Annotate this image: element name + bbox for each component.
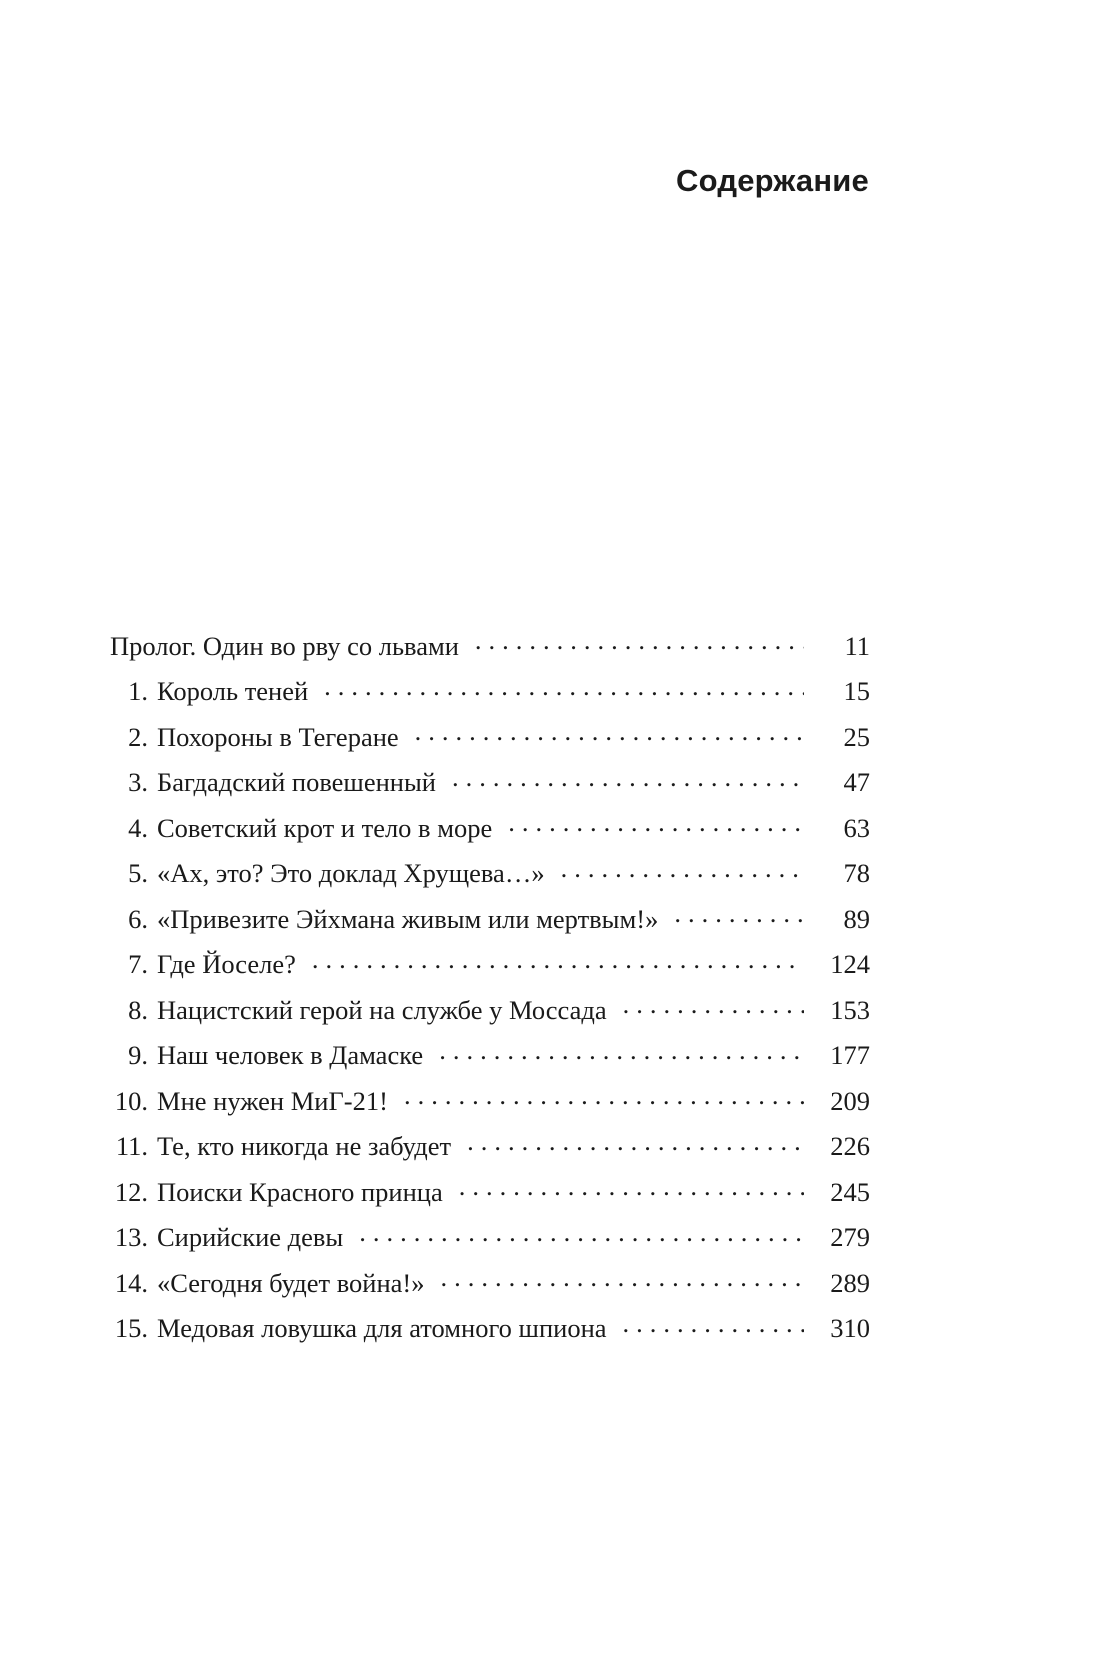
toc-entry-title: «Сегодня будет война!» bbox=[157, 1267, 425, 1298]
toc-dot-leader bbox=[324, 674, 804, 701]
toc-dot-leader bbox=[312, 947, 804, 974]
toc-entry-page-number: 153 bbox=[830, 994, 870, 1025]
toc-entry-number: 15. bbox=[114, 1313, 148, 1343]
toc-entry-page-number: 177 bbox=[830, 1040, 870, 1070]
toc-entry-number: 9. bbox=[128, 1040, 148, 1070]
toc-entry[interactable] bbox=[110, 1220, 870, 1266]
toc-entry-title: Сирийские девы bbox=[157, 1222, 344, 1252]
toc-entry-title: Медовая ловушка для атомного шпиона bbox=[157, 1313, 607, 1343]
toc-entry-title: Наш человек в Дамаске bbox=[157, 1040, 424, 1070]
toc-dot-leader bbox=[674, 901, 804, 928]
toc-dot-leader bbox=[623, 1311, 804, 1338]
toc-entry[interactable] bbox=[110, 1083, 870, 1129]
toc-entry-title: Нацистский герой на службе у Моссада bbox=[157, 994, 607, 1025]
toc-dot-leader bbox=[415, 719, 804, 746]
toc-entry-title: «Ах, это? Это доклад Хрущева…» bbox=[157, 858, 545, 888]
table-of-contents-list bbox=[110, 628, 870, 1356]
toc-entry-page-number: 89 bbox=[843, 903, 870, 934]
toc-entry[interactable] bbox=[110, 628, 870, 674]
toc-entry[interactable] bbox=[110, 674, 870, 720]
toc-dot-leader bbox=[404, 1083, 804, 1110]
toc-entry[interactable] bbox=[110, 719, 870, 765]
toc-entry-page-number: 226 bbox=[830, 1131, 870, 1161]
toc-entry-title: Похороны в Тегеране bbox=[157, 721, 399, 752]
toc-entry[interactable] bbox=[110, 810, 870, 856]
toc-entry[interactable] bbox=[110, 1174, 870, 1220]
toc-entry-page-number: 25 bbox=[843, 721, 870, 752]
toc-dot-leader bbox=[508, 810, 804, 837]
toc-entry-title: «Привезите Эйхмана живым или мертвым!» bbox=[157, 903, 659, 934]
toc-entry-number: 13. bbox=[114, 1222, 148, 1252]
toc-entry-number: 8. bbox=[128, 994, 148, 1025]
toc-entry-page-number: 245 bbox=[830, 1176, 870, 1207]
toc-dot-leader bbox=[561, 856, 804, 883]
toc-entry[interactable] bbox=[110, 1311, 870, 1357]
toc-dot-leader bbox=[452, 765, 804, 792]
toc-entry-page-number: 11 bbox=[844, 630, 870, 661]
toc-entry-title: Поиски Красного принца bbox=[157, 1176, 443, 1207]
toc-entry-title: Пролог. Один во рву со львами bbox=[110, 630, 459, 661]
toc-entry[interactable] bbox=[110, 947, 870, 993]
toc-entry-number: 3. bbox=[128, 767, 148, 797]
toc-dot-leader bbox=[467, 1129, 804, 1156]
toc-entry-title: Советский крот и тело в море bbox=[157, 812, 493, 843]
toc-entry-number: 2. bbox=[128, 721, 148, 752]
toc-entry-page-number: 289 bbox=[830, 1267, 870, 1298]
toc-entry[interactable] bbox=[110, 1265, 870, 1311]
page-title: Содержание bbox=[676, 163, 869, 198]
toc-entry-number: 14. bbox=[114, 1267, 148, 1298]
toc-entry-number: 1. bbox=[128, 676, 148, 706]
toc-dot-leader bbox=[440, 1265, 804, 1292]
toc-entry-page-number: 279 bbox=[830, 1222, 870, 1252]
toc-entry-number: 10. bbox=[114, 1085, 148, 1116]
toc-entry-title: Мне нужен МиГ-21! bbox=[157, 1085, 388, 1116]
toc-entry-page-number: 209 bbox=[830, 1085, 870, 1116]
toc-entry-title: Король теней bbox=[157, 676, 309, 706]
toc-dot-leader bbox=[439, 1038, 804, 1065]
toc-entry-title: Те, кто никогда не забудет bbox=[157, 1131, 452, 1161]
toc-entry-page-number: 47 bbox=[843, 767, 870, 797]
toc-entry[interactable] bbox=[110, 901, 870, 947]
toc-entry-number: 7. bbox=[128, 949, 148, 979]
toc-entry-page-number: 15 bbox=[843, 676, 870, 706]
toc-entry-number: 5. bbox=[128, 858, 148, 888]
toc-entry-number: 6. bbox=[128, 903, 148, 934]
toc-entry-title: Багдадский повешенный bbox=[157, 767, 436, 797]
toc-dot-leader bbox=[459, 1174, 804, 1201]
toc-entry-page-number: 310 bbox=[830, 1313, 870, 1343]
toc-entry[interactable] bbox=[110, 992, 870, 1038]
toc-entry-title: Где Йоселе? bbox=[157, 949, 296, 979]
toc-entry-number: 12. bbox=[114, 1176, 148, 1207]
toc-entry[interactable] bbox=[110, 856, 870, 902]
toc-dot-leader bbox=[359, 1220, 804, 1247]
toc-entry[interactable] bbox=[110, 765, 870, 811]
toc-entry-number: 11. bbox=[115, 1131, 148, 1161]
toc-entry[interactable] bbox=[110, 1129, 870, 1175]
toc-entry-page-number: 78 bbox=[843, 858, 870, 888]
toc-dot-leader bbox=[623, 992, 804, 1019]
toc-entry[interactable] bbox=[110, 1038, 870, 1084]
toc-dot-leader bbox=[475, 628, 804, 655]
toc-entry-number: 4. bbox=[128, 812, 148, 843]
toc-entry-page-number: 124 bbox=[830, 949, 870, 979]
toc-entry-page-number: 63 bbox=[843, 812, 870, 843]
